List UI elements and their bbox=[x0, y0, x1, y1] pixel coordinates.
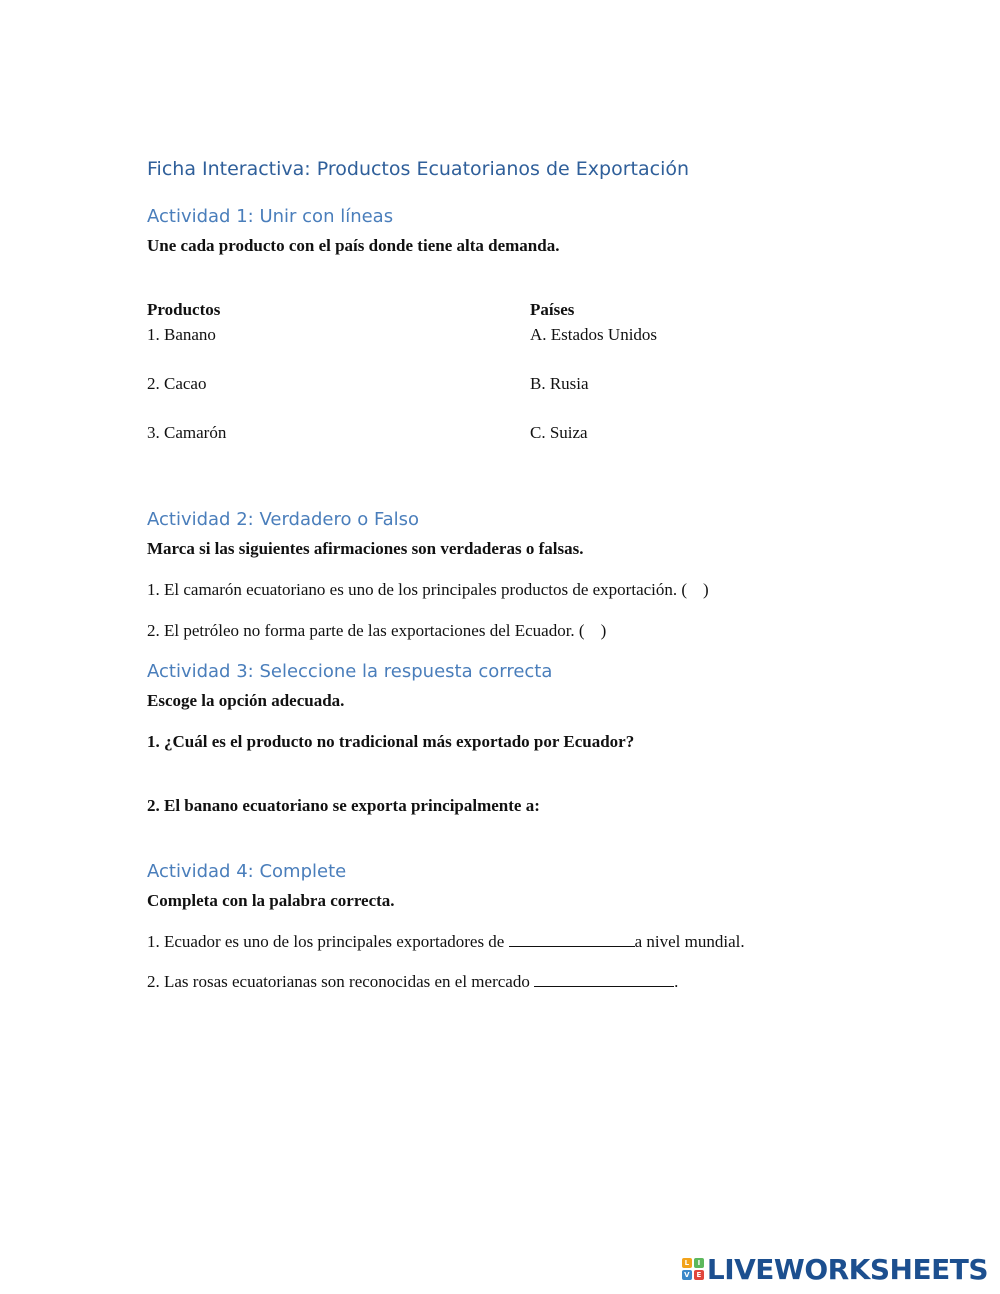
page-title: Ficha Interactiva: Productos Ecuatorianos de Exportación bbox=[147, 158, 690, 180]
tf-statement-text: 2. El petróleo no forma parte de las exportaciones del Ecuador. ( bbox=[147, 621, 585, 640]
product-item[interactable]: 1. Banano bbox=[147, 325, 216, 344]
logo-letter-e: E bbox=[694, 1270, 704, 1280]
logo-letter-v: V bbox=[682, 1270, 692, 1280]
complete-item bbox=[147, 932, 745, 952]
tf-statement-text: 1. El camarón ecuatoriano es uno de los principales productos de exportación. ( bbox=[147, 580, 688, 599]
country-item[interactable]: B. Rusia bbox=[530, 374, 589, 393]
country-item[interactable]: A. Estados Unidos bbox=[530, 325, 658, 344]
question-text: 1. ¿Cuál es el producto no tradicional más exportado por Ecuador? bbox=[147, 732, 635, 751]
complete-text-after: . bbox=[674, 972, 679, 991]
activity4-instruction: Completa con la palabra correcta. bbox=[147, 891, 395, 910]
activity1-heading: Actividad 1: Unir con líneas bbox=[147, 206, 394, 227]
question-text: 2. El banano ecuatoriano se exporta principalmente a: bbox=[147, 796, 540, 815]
activity2-heading: Actividad 2: Verdadero o Falso bbox=[147, 509, 420, 530]
product-item[interactable]: 3. Camarón bbox=[147, 423, 227, 442]
complete-item bbox=[147, 972, 678, 992]
complete-text-after: a nivel mundial. bbox=[634, 932, 745, 951]
logo-text: LIVEWORKSHEETS bbox=[706, 1252, 988, 1286]
complete-blank-input[interactable] bbox=[509, 932, 635, 947]
logo-mark-icon bbox=[682, 1258, 704, 1280]
tf-statement bbox=[147, 621, 606, 641]
logo-letter-i: I bbox=[694, 1258, 704, 1268]
activity4-heading: Actividad 4: Complete bbox=[147, 861, 347, 882]
activity3-instruction: Escoge la opción adecuada. bbox=[147, 691, 345, 710]
countries-header: Países bbox=[530, 300, 575, 319]
complete-text-before: 1. Ecuador es uno de los principales exportadores de bbox=[147, 932, 509, 951]
country-item[interactable]: C. Suiza bbox=[530, 423, 588, 442]
liveworksheets-logo bbox=[682, 1254, 988, 1284]
products-header: Productos bbox=[147, 300, 221, 319]
activity3-heading: Actividad 3: Seleccione la respuesta correcta bbox=[147, 661, 553, 682]
complete-blank-input[interactable] bbox=[534, 972, 674, 987]
product-item[interactable]: 2. Cacao bbox=[147, 374, 207, 393]
activity2-instruction: Marca si las siguientes afirmaciones son verdaderas o falsas. bbox=[147, 539, 584, 558]
complete-text-before: 2. Las rosas ecuatorianas son reconocidas en el mercado bbox=[147, 972, 535, 991]
tf-statement bbox=[147, 580, 709, 600]
activity1-instruction: Une cada producto con el país donde tiene alta demanda. bbox=[147, 236, 560, 255]
close-paren: ) bbox=[600, 621, 607, 640]
close-paren: ) bbox=[703, 580, 709, 599]
logo-letter-l: L bbox=[682, 1258, 692, 1268]
